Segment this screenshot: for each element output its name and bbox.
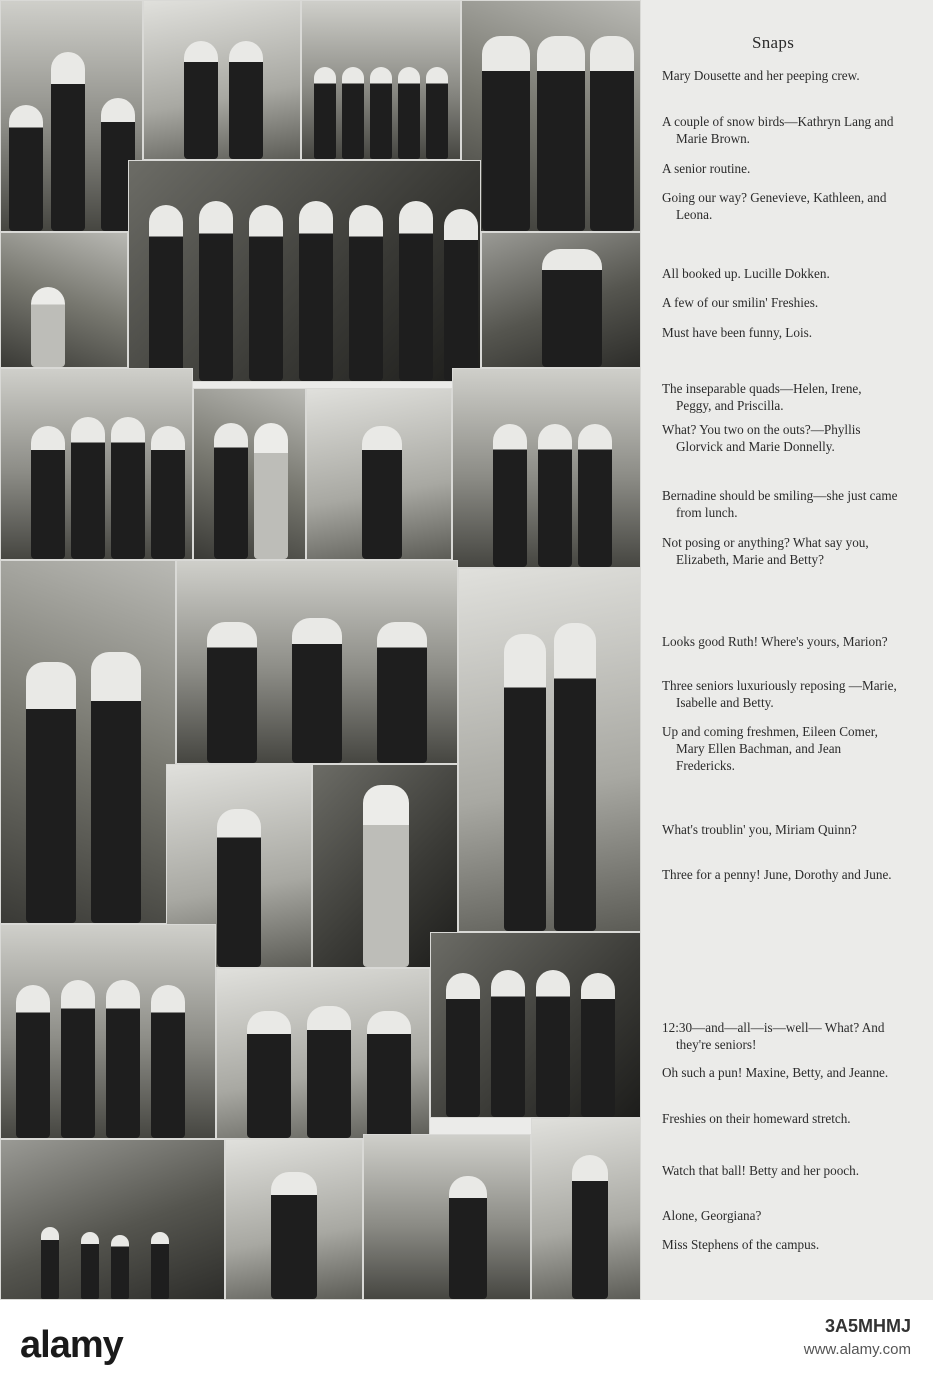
captions-column — [662, 0, 902, 1300]
caption-item: Looks good Ruth! Where's yours, Marion? — [662, 634, 888, 649]
caption-item: Alone, Georgiana? — [662, 1208, 762, 1223]
caption-item: 12:30—and—all—is—well— What? And they're seniors! — [662, 1020, 885, 1052]
caption-item: Not posing or anything? What say you, Elizabeth, Marie and Betty? — [662, 535, 869, 567]
photo-on-the-outs — [193, 388, 306, 560]
caption-item: Bernadine should be smiling—she just came from lunch. — [662, 488, 898, 520]
caption-item: Three seniors luxuriously reposing —Marie, Isabelle and Betty. — [662, 678, 897, 710]
caption-item: Mary Dousette and her peeping crew. — [662, 68, 860, 83]
photo-such-a-pun — [216, 968, 430, 1139]
page-title: Snaps — [752, 33, 795, 52]
photo-snow-birds — [143, 0, 301, 160]
caption-item: Oh such a pun! Maxine, Betty, and Jeanne. — [662, 1065, 889, 1080]
photo-watch-that-ball — [225, 1139, 363, 1300]
photo-going-our-way — [461, 0, 641, 232]
photo-three-seniors-reposing — [176, 560, 458, 764]
photo-all-is-well — [0, 924, 216, 1139]
photo-freshies-homeward — [430, 932, 641, 1118]
caption-item: The inseparable quads—Helen, Irene, Peggy, and Priscilla. — [662, 381, 862, 413]
photo-smilin-freshies — [128, 160, 481, 382]
photo-campus-walk — [0, 1139, 225, 1300]
caption-item: Going our way? Genevieve, Kathleen, and Leona. — [662, 190, 887, 222]
photo-looks-good-ruth — [0, 560, 176, 924]
photo-peeping-crew — [0, 0, 143, 232]
caption-item: A senior routine. — [662, 161, 751, 176]
caption-item: Freshies on their homeward stretch. — [662, 1111, 851, 1126]
photo-senior-routine — [301, 0, 461, 160]
photo-not-posing — [452, 368, 641, 568]
caption-item: Miss Stephens of the campus. — [662, 1237, 820, 1252]
caption-item: Three for a penny! June, Dorothy and June. — [662, 867, 892, 882]
caption-item: Watch that ball! Betty and her pooch. — [662, 1163, 860, 1178]
caption-item: A couple of snow birds—Kathryn Lang and Marie Brown. — [662, 114, 894, 146]
photo-up-and-coming-freshmen — [458, 568, 641, 932]
caption-item: Up and coming freshmen, Eileen Comer, Mary Ellen Bachman, and Jean Fredericks. — [662, 724, 878, 773]
caption-item: A few of our smilin' Freshies. — [662, 295, 819, 310]
caption-item: What? You two on the outs?—Phyllis Glorvick and Marie Donnelly. — [662, 422, 861, 454]
photo-all-booked-up — [0, 232, 128, 368]
photo-miss-stephens — [531, 1118, 641, 1300]
caption-item: What's troublin' you, Miriam Quinn? — [662, 822, 857, 837]
photo-inseparable-quads — [0, 368, 193, 560]
caption-item: Must have been funny, Lois. — [662, 325, 813, 340]
watermark-image-id: 3A5MHMJ — [824, 1316, 911, 1336]
caption-item: All booked up. Lucille Dokken. — [662, 266, 830, 281]
photo-alone-georgiana — [363, 1134, 531, 1300]
photo-must-have-been-funny — [481, 232, 641, 368]
watermark-url: www.alamy.com — [803, 1341, 911, 1358]
watermark-info — [804, 1316, 911, 1358]
watermark-logo: alamy — [20, 1324, 123, 1366]
watermark-bar — [0, 1300, 933, 1390]
photo-bernadine — [306, 388, 452, 560]
